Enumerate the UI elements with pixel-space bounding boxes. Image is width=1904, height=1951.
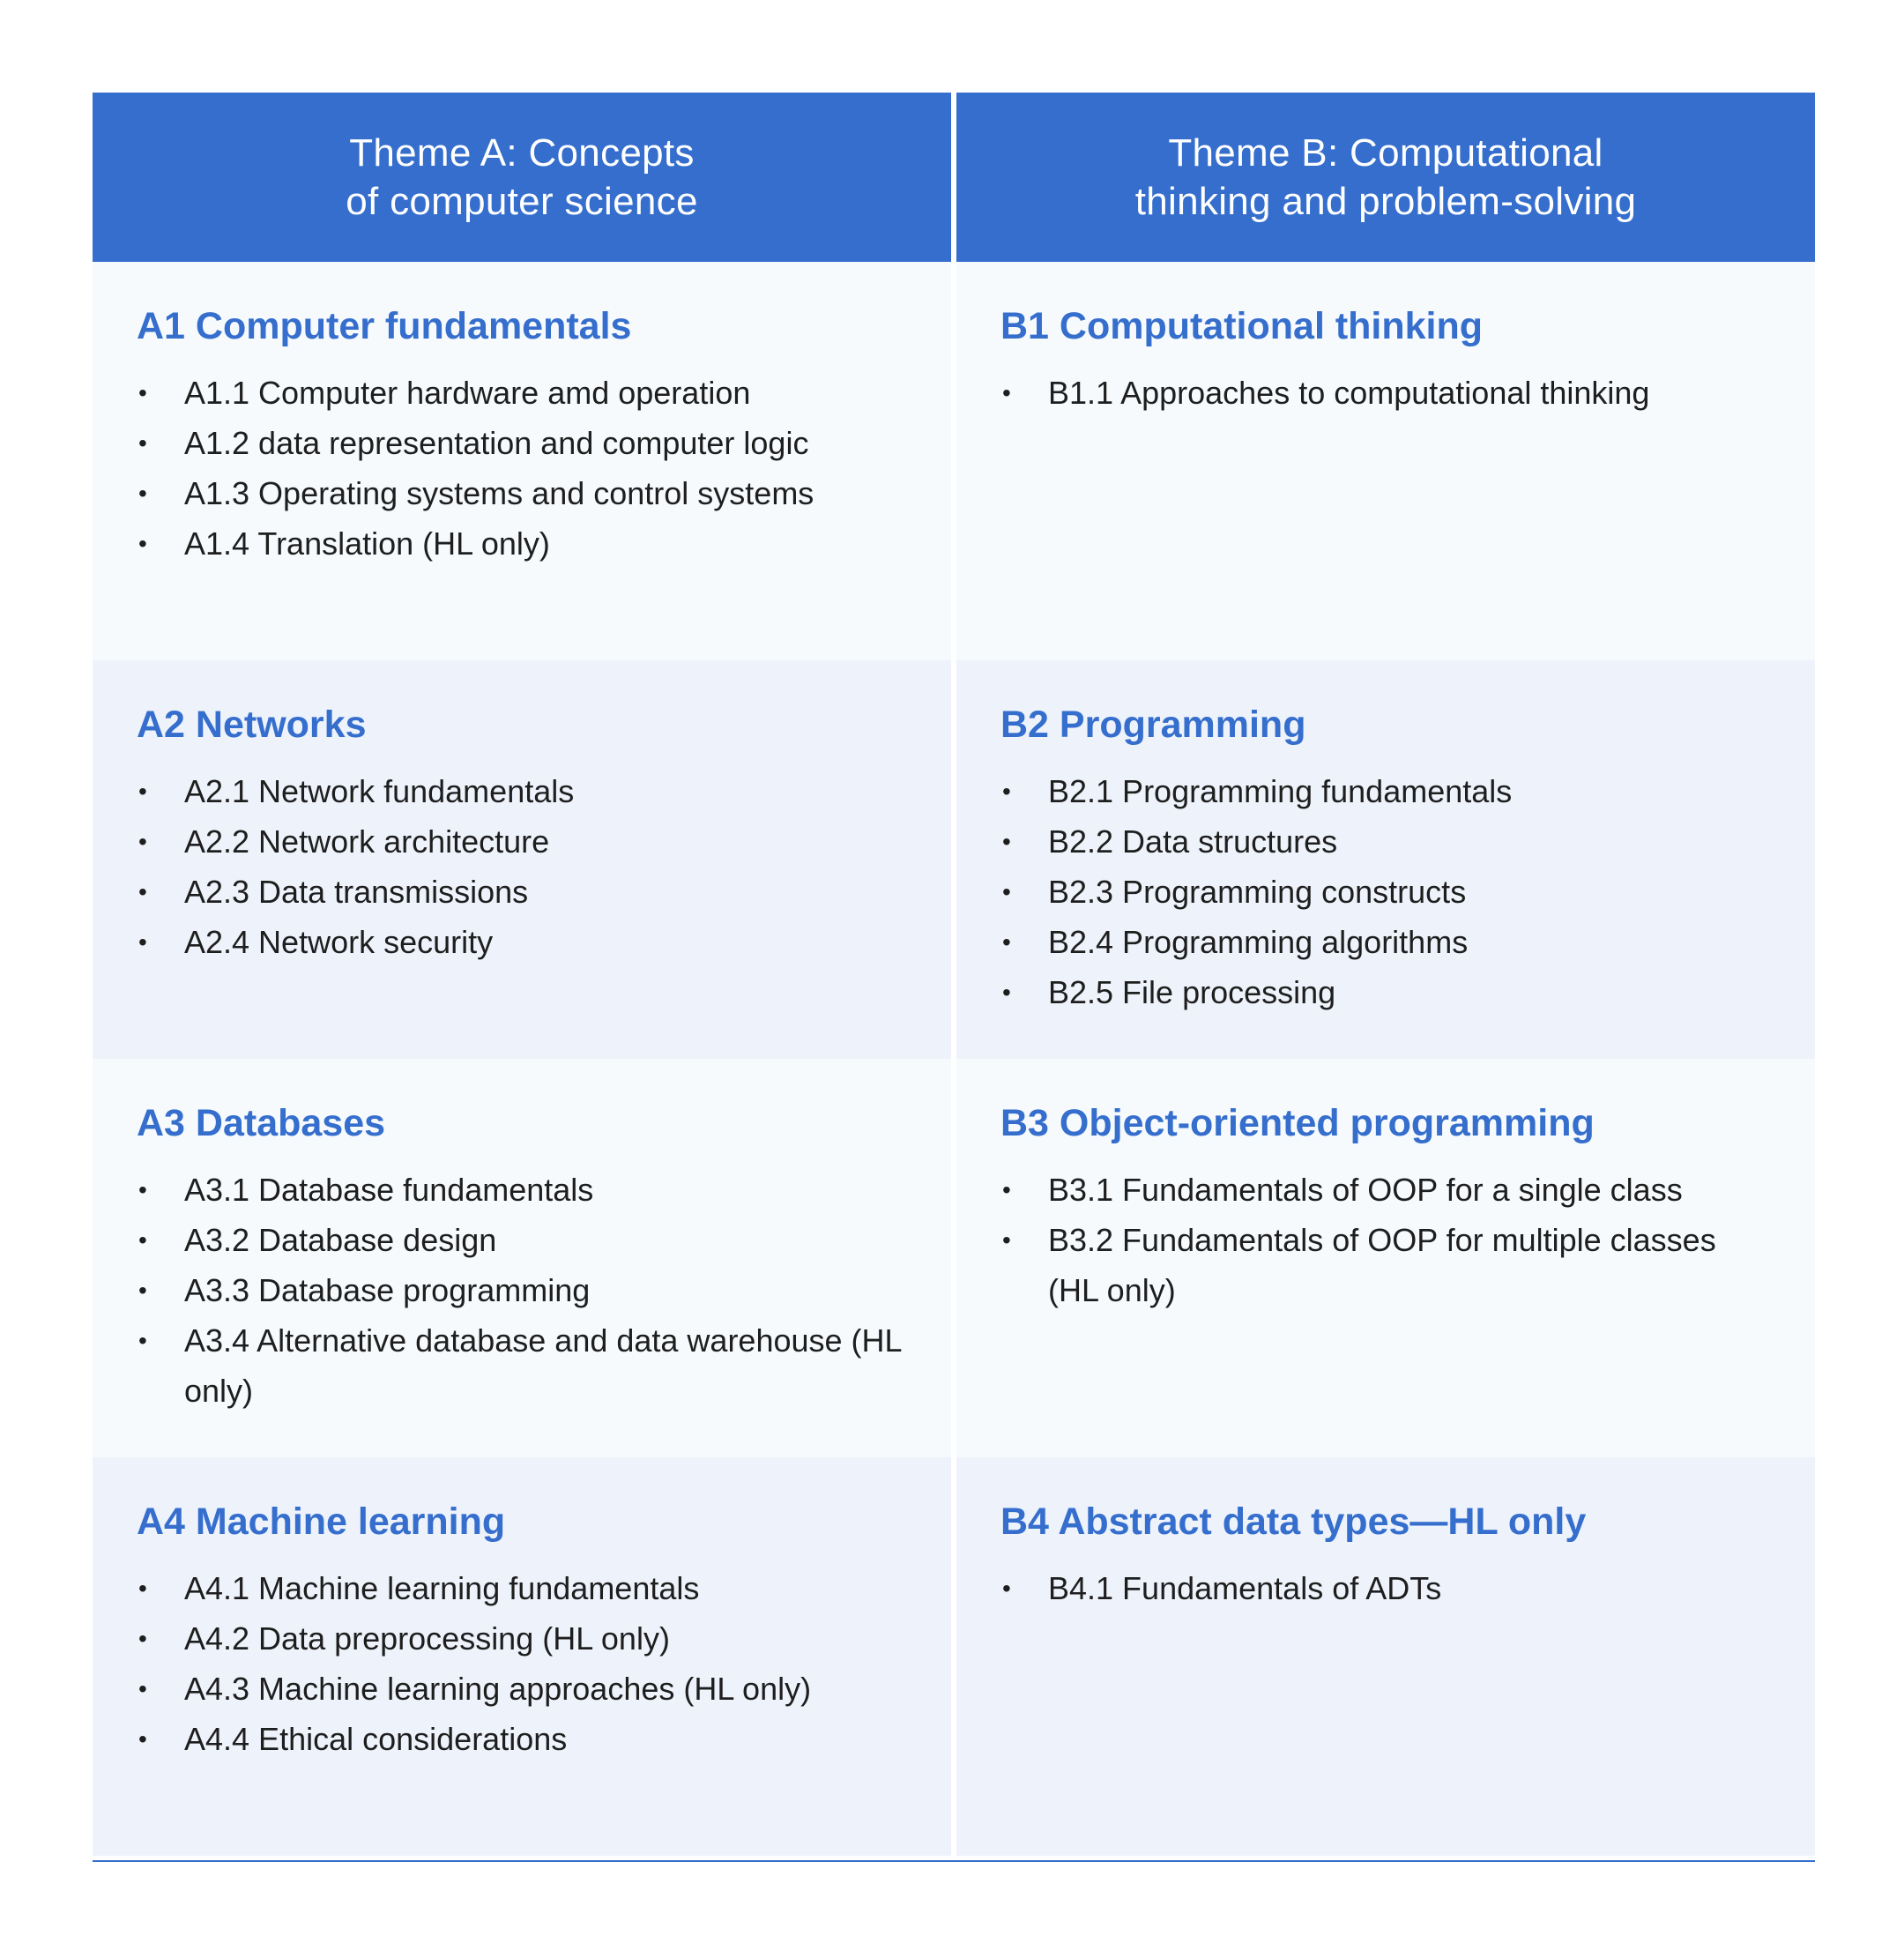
subtopic-list (137, 766, 907, 967)
theme-a-header (93, 93, 951, 262)
subtopic-list (1000, 1165, 1771, 1315)
list-item: • B3.2 Fundamentals of OOP for multiple classes (HL only) (1000, 1215, 1771, 1315)
topic-title: B4 Abstract data types—HL only (1000, 1500, 1587, 1543)
curriculum-table (93, 93, 1815, 1856)
list-item: • A2.1 Network fundamentals (137, 766, 907, 816)
theme-a-header-line-1: Theme A: Concepts (349, 131, 695, 175)
list-item: • A4.4 Ethical considerations (137, 1714, 907, 1764)
list-item: • A3.4 Alternative database and data warehouse (HL only) (137, 1315, 907, 1416)
topic-title: B2 Programming (1000, 704, 1306, 746)
theme-a-header-line-2: of computer science (346, 180, 698, 223)
list-item: • A4.3 Machine learning approaches (HL only) (137, 1664, 907, 1714)
subtopic-list (1000, 1563, 1771, 1613)
theme-b-header-line-1: Theme B: Computational (1168, 131, 1603, 175)
list-item: • A1.4 Translation (HL only) (137, 518, 907, 569)
list-item: • B3.1 Fundamentals of OOP for a single class (1000, 1165, 1771, 1215)
theme-b-header-line-2: thinking and problem-solving (1134, 180, 1637, 223)
list-item: • B2.4 Programming algorithms (1000, 917, 1771, 967)
topic-title: B3 Object-oriented programming (1000, 1102, 1595, 1144)
topic-cell-b3 (956, 1059, 1815, 1457)
topic-cell-a1 (93, 262, 951, 660)
theme-b-header (956, 93, 1815, 262)
list-item: • B2.3 Programming constructs (1000, 867, 1771, 917)
topic-cell-b2 (956, 660, 1815, 1059)
topic-cell-a2 (93, 660, 951, 1059)
topic-cell-b1 (956, 262, 1815, 660)
table-body (93, 262, 1815, 1856)
list-item: • A2.2 Network architecture (137, 816, 907, 867)
list-item: • A4.1 Machine learning fundamentals (137, 1563, 907, 1613)
list-item: • B1.1 Approaches to computational thinking (1000, 368, 1771, 418)
list-item: • A3.1 Database fundamentals (137, 1165, 907, 1215)
topic-cell-a3 (93, 1059, 951, 1457)
list-item: • A3.2 Database design (137, 1215, 907, 1265)
topic-title: A1 Computer fundamentals (137, 305, 632, 347)
topic-title: A2 Networks (137, 704, 367, 746)
list-item: • A3.3 Database programming (137, 1265, 907, 1315)
header-row (93, 93, 1815, 262)
subtopic-list (137, 368, 907, 569)
subtopic-list (1000, 766, 1771, 1017)
table-row (93, 1457, 1815, 1856)
list-item: • B4.1 Fundamentals of ADTs (1000, 1563, 1771, 1613)
list-item: • B2.2 Data structures (1000, 816, 1771, 867)
topic-title: A3 Databases (137, 1102, 386, 1144)
list-item: • A1.1 Computer hardware amd operation (137, 368, 907, 418)
list-item: • B2.1 Programming fundamentals (1000, 766, 1771, 816)
list-item: • A2.4 Network security (137, 917, 907, 967)
subtopic-list (137, 1563, 907, 1764)
topic-cell-a4 (93, 1457, 951, 1856)
list-item: • A1.2 data representation and computer logic (137, 418, 907, 468)
subtopic-list (137, 1165, 907, 1416)
topic-title: A4 Machine learning (137, 1500, 506, 1543)
table-row (93, 262, 1815, 660)
table-row (93, 660, 1815, 1059)
list-item: • B2.5 File processing (1000, 967, 1771, 1017)
bottom-divider (93, 1860, 1815, 1862)
topic-title: B1 Computational thinking (1000, 305, 1484, 347)
list-item: • A2.3 Data transmissions (137, 867, 907, 917)
list-item: • A4.2 Data preprocessing (HL only) (137, 1613, 907, 1664)
list-item: • A1.3 Operating systems and control systems (137, 468, 907, 518)
topic-cell-b4 (956, 1457, 1815, 1856)
table-row (93, 1059, 1815, 1457)
subtopic-list (1000, 368, 1771, 418)
